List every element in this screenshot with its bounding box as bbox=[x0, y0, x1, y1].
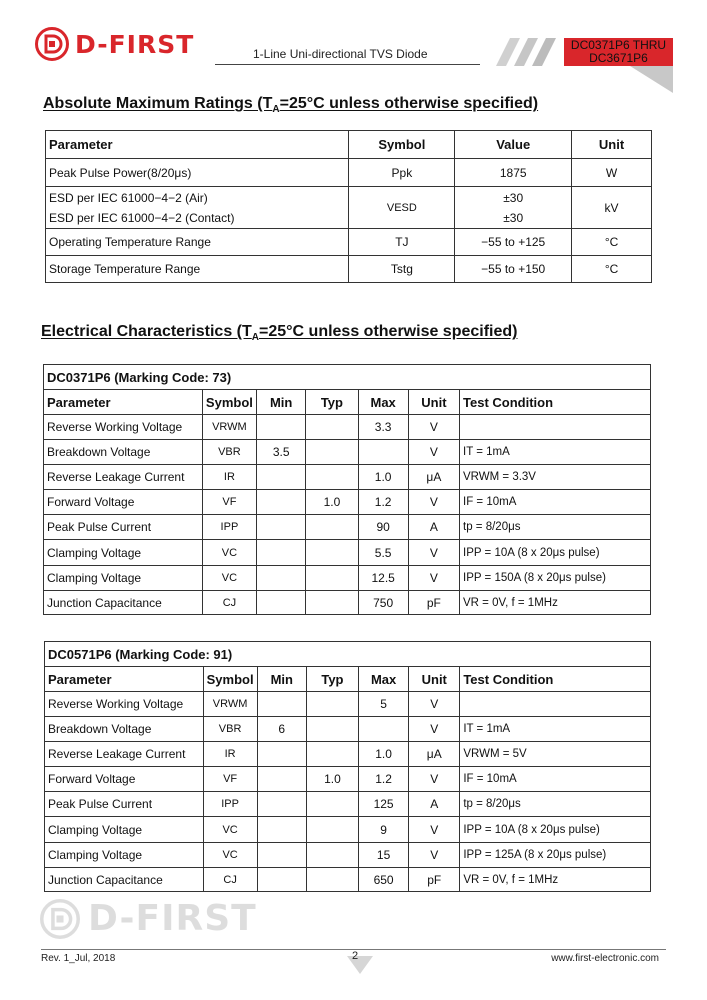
min-cell bbox=[257, 692, 306, 717]
dc0371p6-characteristics-table bbox=[43, 364, 651, 615]
param-cell: Junction Capacitance bbox=[44, 591, 203, 615]
min-cell bbox=[257, 415, 306, 440]
param-line: ESD per IEC 61000−4−2 (Contact) bbox=[49, 210, 235, 225]
unit-cell: V bbox=[409, 692, 460, 717]
param-cell: Peak Pulse Power(8/20μs) bbox=[46, 159, 349, 187]
condition-cell: VRWM = 5V bbox=[460, 742, 651, 767]
table-row bbox=[44, 490, 651, 515]
col-header-symbol: Symbol bbox=[202, 390, 256, 415]
max-cell bbox=[358, 440, 408, 465]
value-line: ±30 bbox=[503, 210, 524, 225]
min-cell bbox=[257, 540, 306, 566]
symbol-cell: VRWM bbox=[203, 692, 257, 717]
header-divider bbox=[215, 64, 480, 65]
table-row bbox=[45, 817, 651, 843]
condition-cell: IT = 1mA bbox=[460, 717, 651, 742]
condition-cell bbox=[460, 415, 651, 440]
typ-cell bbox=[306, 843, 358, 868]
unit-cell: °C bbox=[572, 229, 652, 256]
symbol-cell: VF bbox=[203, 767, 257, 792]
typ-cell bbox=[306, 817, 358, 843]
table-row bbox=[45, 843, 651, 868]
ec-title-text: Electrical Characteristics (T bbox=[41, 323, 252, 340]
min-cell bbox=[257, 868, 306, 892]
brand-name: D-FIRST bbox=[75, 29, 195, 59]
symbol-cell: IR bbox=[202, 465, 256, 490]
amr-section-title bbox=[43, 95, 538, 115]
table-row bbox=[45, 767, 651, 792]
table-header-row bbox=[44, 390, 651, 415]
ec-title-text-end: =25°C unless otherwise specified) bbox=[259, 323, 518, 340]
unit-cell: V bbox=[409, 767, 460, 792]
watermark-logo bbox=[40, 898, 257, 939]
min-cell bbox=[257, 792, 306, 817]
typ-cell bbox=[306, 792, 358, 817]
part-number-line1: DC0371P6 THRU bbox=[570, 38, 667, 52]
col-header-parameter: Parameter bbox=[46, 131, 349, 159]
unit-cell: A bbox=[408, 515, 459, 540]
table-title-row bbox=[45, 642, 651, 667]
symbol-cell: VRWM bbox=[202, 415, 256, 440]
min-cell bbox=[257, 465, 306, 490]
value-cell: 1875 bbox=[455, 159, 572, 187]
param-line: ESD per IEC 61000−4−2 (Air) bbox=[49, 190, 208, 205]
param-cell: Junction Capacitance bbox=[45, 868, 204, 892]
document-title: 1-Line Uni-directional TVS Diode bbox=[253, 47, 428, 61]
symbol-cell: VC bbox=[203, 843, 257, 868]
value-line: ±30 bbox=[503, 190, 524, 205]
value-cell bbox=[455, 187, 572, 229]
col-header-typ: Typ bbox=[306, 390, 358, 415]
typ-cell: 1.0 bbox=[306, 767, 358, 792]
min-cell bbox=[257, 591, 306, 615]
min-cell bbox=[257, 742, 306, 767]
part-number-line2: DC3671P6 bbox=[589, 51, 648, 65]
col-header-cond: Test Condition bbox=[460, 390, 651, 415]
unit-cell: °C bbox=[572, 256, 652, 283]
watermark-logo-icon bbox=[40, 899, 80, 939]
col-header-unit: Unit bbox=[572, 131, 652, 159]
brand-logo bbox=[35, 26, 194, 62]
typ-cell bbox=[306, 692, 358, 717]
min-cell bbox=[257, 566, 306, 591]
param-cell: Peak Pulse Current bbox=[45, 792, 204, 817]
symbol-cell: VC bbox=[203, 817, 257, 843]
param-cell: Clamping Voltage bbox=[45, 817, 204, 843]
condition-cell: IF = 10mA bbox=[460, 767, 651, 792]
unit-cell: V bbox=[408, 440, 459, 465]
condition-cell bbox=[460, 692, 651, 717]
col-header-symbol: Symbol bbox=[203, 667, 257, 692]
unit-cell: A bbox=[409, 792, 460, 817]
max-cell: 90 bbox=[358, 515, 408, 540]
param-cell: Operating Temperature Range bbox=[46, 229, 349, 256]
typ-cell bbox=[306, 868, 358, 892]
col-header-max: Max bbox=[359, 667, 409, 692]
typ-cell bbox=[306, 465, 358, 490]
col-header-min: Min bbox=[257, 390, 306, 415]
typ-cell bbox=[306, 566, 358, 591]
max-cell: 650 bbox=[359, 868, 409, 892]
absolute-max-ratings-table bbox=[45, 130, 652, 283]
table-row bbox=[44, 515, 651, 540]
max-cell: 1.0 bbox=[358, 465, 408, 490]
condition-cell: tp = 8/20μs bbox=[460, 515, 651, 540]
max-cell: 750 bbox=[358, 591, 408, 615]
table-row bbox=[45, 692, 651, 717]
param-cell: Clamping Voltage bbox=[45, 843, 204, 868]
table-row bbox=[46, 256, 652, 283]
table-row bbox=[45, 792, 651, 817]
symbol-cell: VC bbox=[202, 540, 256, 566]
max-cell: 1.2 bbox=[359, 767, 409, 792]
min-cell bbox=[257, 515, 306, 540]
symbol-cell: Tstg bbox=[349, 256, 455, 283]
table-row bbox=[45, 868, 651, 892]
table-row bbox=[44, 415, 651, 440]
max-cell: 12.5 bbox=[358, 566, 408, 591]
unit-cell: V bbox=[409, 717, 460, 742]
symbol-cell: TJ bbox=[349, 229, 455, 256]
min-cell: 6 bbox=[257, 717, 306, 742]
ec-section-title bbox=[41, 323, 518, 343]
unit-cell: V bbox=[408, 540, 459, 566]
watermark-text: D-FIRST bbox=[88, 898, 257, 939]
col-header-unit: Unit bbox=[408, 390, 459, 415]
unit-cell: V bbox=[408, 490, 459, 515]
symbol-cell: CJ bbox=[203, 868, 257, 892]
param-cell: Storage Temperature Range bbox=[46, 256, 349, 283]
col-header-min: Min bbox=[257, 667, 306, 692]
table-row bbox=[44, 591, 651, 615]
unit-cell: V bbox=[408, 566, 459, 591]
unit-cell: W bbox=[572, 159, 652, 187]
unit-cell: μA bbox=[408, 465, 459, 490]
page-number-triangle-icon bbox=[347, 956, 373, 974]
min-cell bbox=[257, 817, 306, 843]
unit-cell: pF bbox=[409, 868, 460, 892]
symbol-cell: VBR bbox=[202, 440, 256, 465]
symbol-cell: VBR bbox=[203, 717, 257, 742]
typ-cell bbox=[306, 440, 358, 465]
col-header-max: Max bbox=[358, 390, 408, 415]
symbol-cell: VF bbox=[202, 490, 256, 515]
table-row bbox=[44, 540, 651, 566]
param-cell: Clamping Voltage bbox=[44, 566, 203, 591]
table-header-row bbox=[46, 131, 652, 159]
website-url: www.first-electronic.com bbox=[551, 953, 659, 964]
typ-cell bbox=[306, 540, 358, 566]
condition-cell: VR = 0V, f = 1MHz bbox=[460, 868, 651, 892]
typ-cell bbox=[306, 515, 358, 540]
value-cell: −55 to +150 bbox=[455, 256, 572, 283]
max-cell: 9 bbox=[359, 817, 409, 843]
table-title-row bbox=[44, 365, 651, 390]
param-cell: Reverse Leakage Current bbox=[45, 742, 204, 767]
symbol-cell: VESD bbox=[349, 187, 455, 229]
part-number-badge bbox=[564, 38, 673, 66]
unit-cell: kV bbox=[572, 187, 652, 229]
col-header-symbol: Symbol bbox=[349, 131, 455, 159]
col-header-param: Parameter bbox=[45, 667, 204, 692]
unit-cell: V bbox=[409, 817, 460, 843]
param-cell: Forward Voltage bbox=[45, 767, 204, 792]
max-cell: 3.3 bbox=[358, 415, 408, 440]
unit-cell: V bbox=[408, 415, 459, 440]
param-cell: Peak Pulse Current bbox=[44, 515, 203, 540]
symbol-cell: IPP bbox=[202, 515, 256, 540]
condition-cell: IF = 10mA bbox=[460, 490, 651, 515]
typ-cell bbox=[306, 415, 358, 440]
col-header-value: Value bbox=[455, 131, 572, 159]
min-cell bbox=[257, 490, 306, 515]
min-cell: 3.5 bbox=[257, 440, 306, 465]
symbol-cell: VC bbox=[202, 566, 256, 591]
symbol-cell: CJ bbox=[202, 591, 256, 615]
amr-title-text-end: =25°C unless otherwise specified) bbox=[279, 95, 539, 112]
ec-title-subscript: A bbox=[251, 332, 259, 344]
condition-cell: IPP = 125A (8 x 20μs pulse) bbox=[460, 843, 651, 868]
condition-cell: IPP = 10A (8 x 20μs pulse) bbox=[460, 540, 651, 566]
max-cell bbox=[359, 717, 409, 742]
max-cell: 15 bbox=[359, 843, 409, 868]
d-first-logo-icon bbox=[35, 27, 69, 61]
condition-cell: IPP = 150A (8 x 20μs pulse) bbox=[460, 566, 651, 591]
header-corner-decoration bbox=[630, 66, 673, 93]
param-cell: Reverse Working Voltage bbox=[44, 415, 203, 440]
table-header-row bbox=[45, 667, 651, 692]
param-cell: Breakdown Voltage bbox=[44, 440, 203, 465]
param-cell: Reverse Working Voltage bbox=[45, 692, 204, 717]
table-row bbox=[44, 566, 651, 591]
typ-cell bbox=[306, 742, 358, 767]
typ-cell bbox=[306, 591, 358, 615]
symbol-cell: IR bbox=[203, 742, 257, 767]
col-header-param: Parameter bbox=[44, 390, 203, 415]
max-cell: 5.5 bbox=[358, 540, 408, 566]
param-cell bbox=[46, 187, 349, 229]
revision-text: Rev. 1_Jul, 2018 bbox=[41, 953, 116, 964]
condition-cell: VR = 0V, f = 1MHz bbox=[460, 591, 651, 615]
min-cell bbox=[257, 767, 306, 792]
table-row bbox=[45, 742, 651, 767]
table-row bbox=[44, 465, 651, 490]
value-cell: −55 to +125 bbox=[455, 229, 572, 256]
typ-cell: 1.0 bbox=[306, 490, 358, 515]
page-number: 2 bbox=[352, 950, 359, 962]
dc0571p6-characteristics-table bbox=[44, 641, 651, 892]
header-stripes-decoration bbox=[478, 38, 568, 66]
max-cell: 1.0 bbox=[359, 742, 409, 767]
condition-cell: IT = 1mA bbox=[460, 440, 651, 465]
unit-cell: pF bbox=[408, 591, 459, 615]
table-row bbox=[46, 187, 652, 229]
col-header-unit: Unit bbox=[409, 667, 460, 692]
param-cell: Breakdown Voltage bbox=[45, 717, 204, 742]
amr-title-text: Absolute Maximum Ratings (T bbox=[43, 95, 273, 112]
min-cell bbox=[257, 843, 306, 868]
param-cell: Clamping Voltage bbox=[44, 540, 203, 566]
table-row bbox=[45, 717, 651, 742]
table-row bbox=[46, 159, 652, 187]
col-header-cond: Test Condition bbox=[460, 667, 651, 692]
max-cell: 1.2 bbox=[358, 490, 408, 515]
table-row bbox=[44, 440, 651, 465]
symbol-cell: IPP bbox=[203, 792, 257, 817]
unit-cell: μA bbox=[409, 742, 460, 767]
table-title: DC0571P6 (Marking Code: 91) bbox=[45, 642, 651, 667]
condition-cell: tp = 8/20μs bbox=[460, 792, 651, 817]
table-row bbox=[46, 229, 652, 256]
symbol-cell: Ppk bbox=[349, 159, 455, 187]
condition-cell: VRWM = 3.3V bbox=[460, 465, 651, 490]
col-header-typ: Typ bbox=[306, 667, 358, 692]
table-title: DC0371P6 (Marking Code: 73) bbox=[44, 365, 651, 390]
unit-cell: V bbox=[409, 843, 460, 868]
max-cell: 125 bbox=[359, 792, 409, 817]
amr-title-subscript: A bbox=[272, 104, 280, 116]
param-cell: Forward Voltage bbox=[44, 490, 203, 515]
param-cell: Reverse Leakage Current bbox=[44, 465, 203, 490]
typ-cell bbox=[306, 717, 358, 742]
condition-cell: IPP = 10A (8 x 20μs pulse) bbox=[460, 817, 651, 843]
max-cell: 5 bbox=[359, 692, 409, 717]
